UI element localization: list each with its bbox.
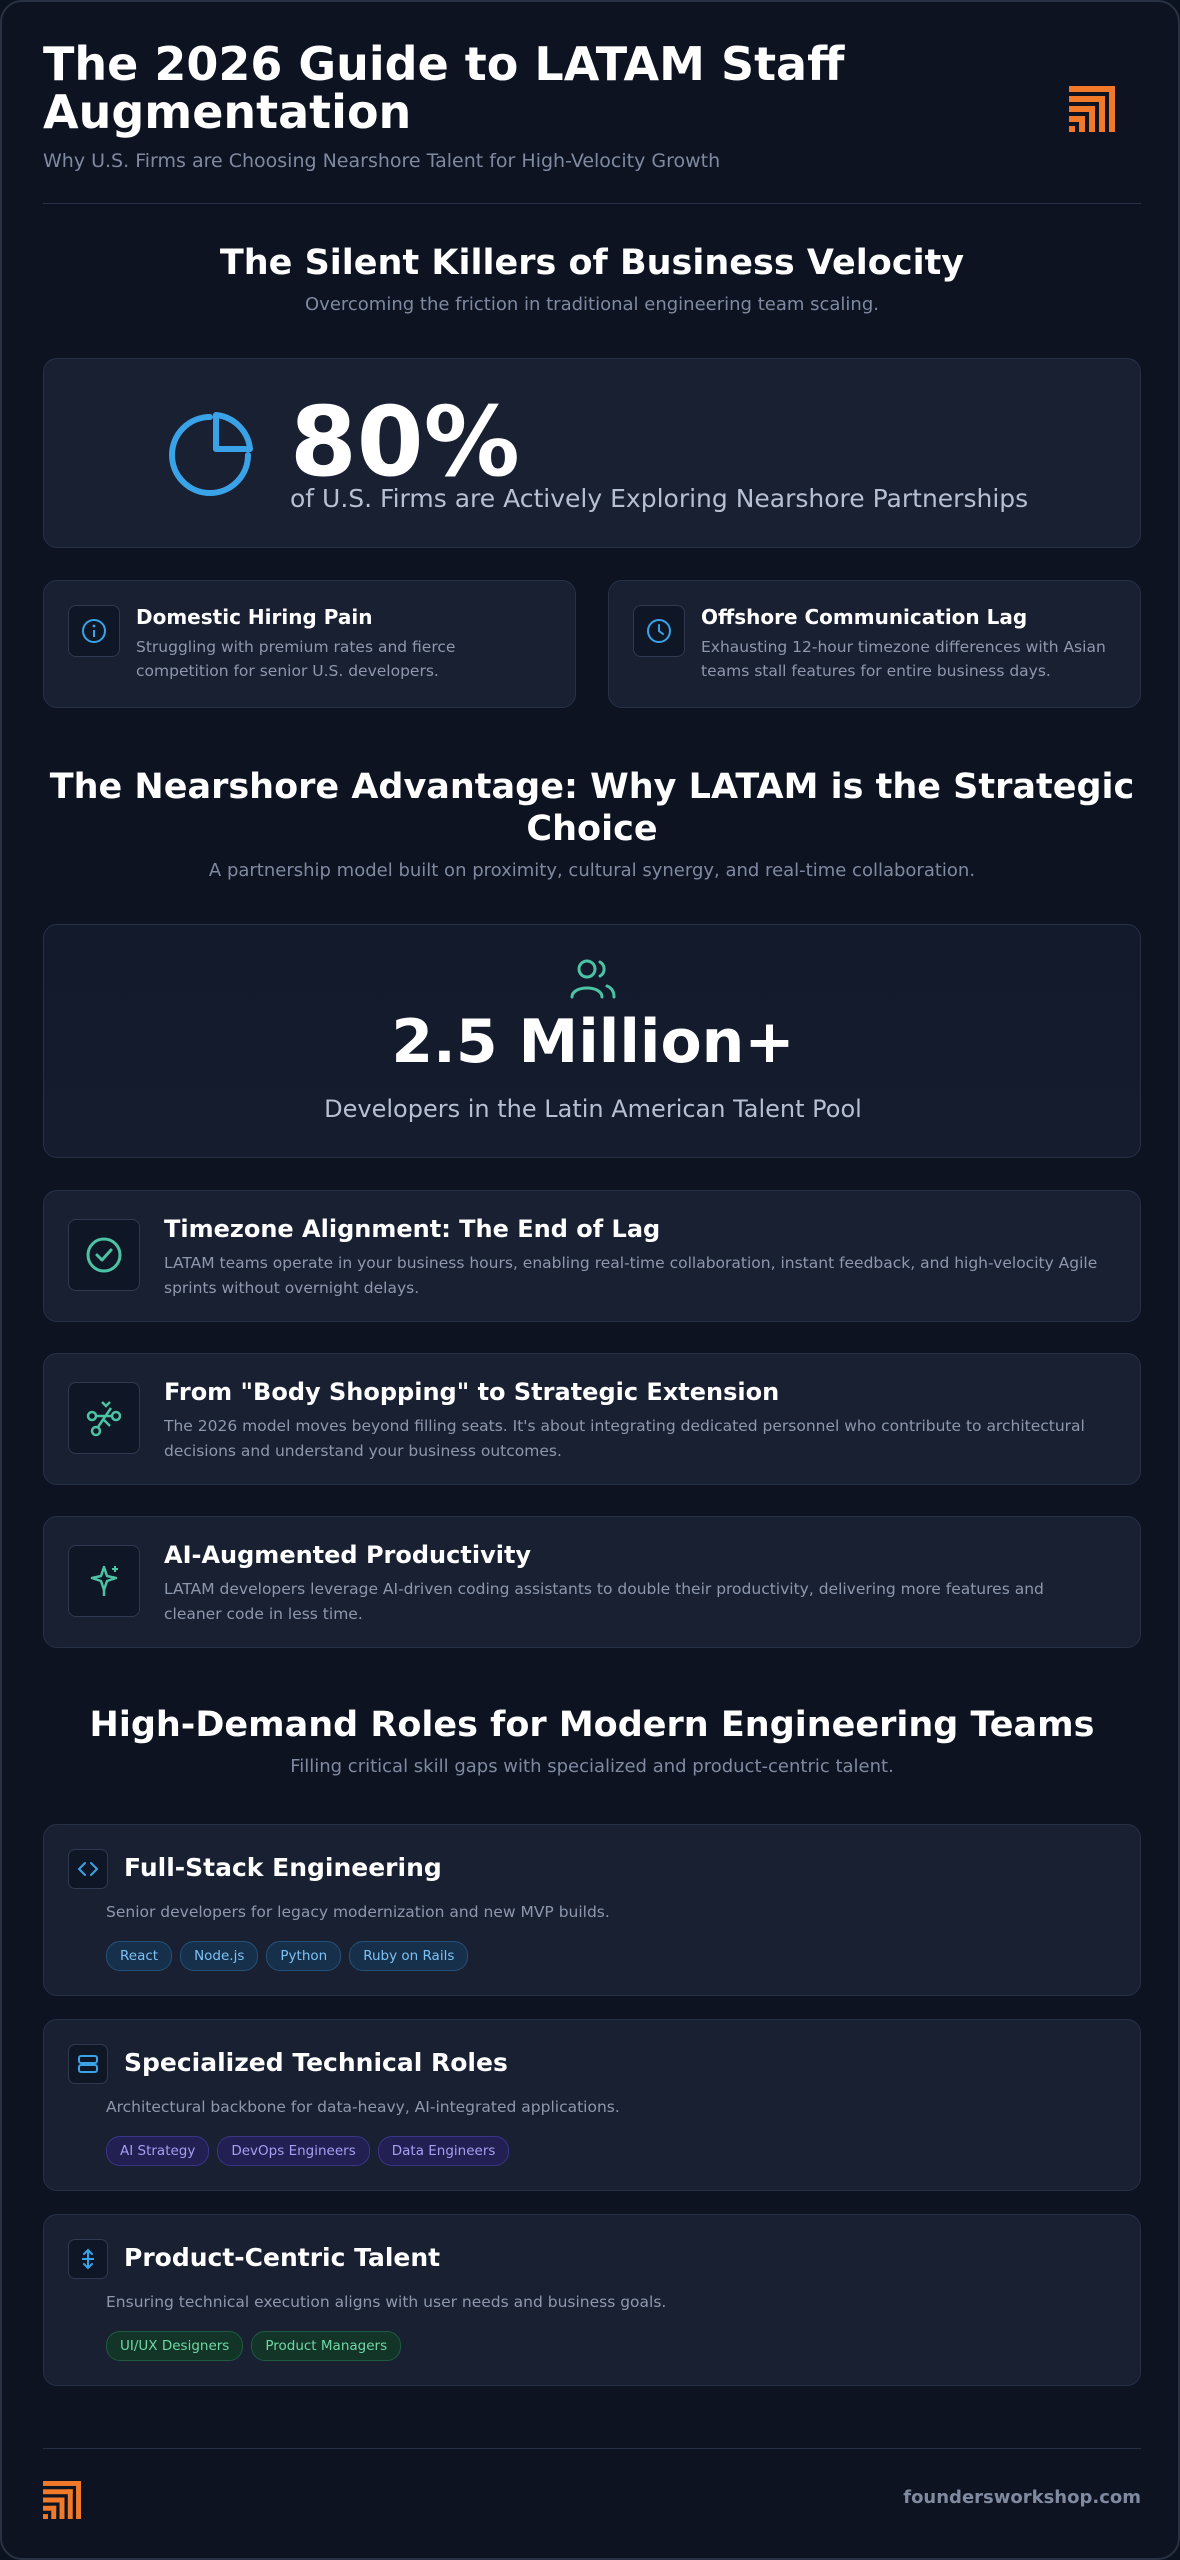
arrows-vertical-icon: [68, 2239, 108, 2279]
tag-list: [106, 1941, 468, 1971]
skill-tag: Python: [266, 1941, 341, 1971]
feature-card-strategic: [43, 1353, 1141, 1485]
pie-chart-icon: [166, 411, 254, 499]
check-circle-icon: [68, 1219, 140, 1291]
skill-tag: React: [106, 1941, 172, 1971]
section-nearshore-heading: [43, 766, 1141, 881]
page-title: The 2026 Guide to LATAM Staff Augmentation: [43, 37, 845, 139]
section-subtitle: A partnership model built on proximity, cultural synergy, and real-time collaboration.: [208, 860, 976, 881]
feature-card-ai: [43, 1516, 1141, 1648]
role-title: Product-Centric Talent: [124, 2243, 441, 2272]
stat-caption: Developers in the Latin American Talent Pool: [324, 1095, 862, 1123]
feature-card-timezone: [43, 1190, 1141, 1322]
feature-text: The 2026 model moves beyond filling seats. It's about integrating dedicated personnel who contribute to architectural decisions and understand your business outcomes.: [164, 1417, 1085, 1460]
section-silent-killers-heading: [43, 242, 1141, 315]
pain-card-domestic: [43, 580, 576, 708]
info-icon: [68, 605, 120, 657]
feature-text: LATAM developers leverage AI-driven coding assistants to double their productivity, delivering more features and cleaner code in less time.: [164, 1580, 1044, 1623]
pain-text: Exhausting 12-hour timezone differences with Asian teams stall features for entire business days.: [701, 638, 1106, 680]
role-card-specialized: [43, 2019, 1141, 2191]
role-text: Senior developers for legacy modernization and new MVP builds.: [106, 1903, 610, 1921]
skill-tag: Node.js: [180, 1941, 258, 1971]
footer-logo-icon: [43, 2481, 81, 2519]
stat-value: 2.5 Million+: [391, 1007, 795, 1077]
role-card-fullstack: [43, 1824, 1141, 1996]
pain-title: Domestic Hiring Pain: [136, 605, 373, 629]
pain-text: Struggling with premium rates and fierce competition for senior U.S. developers.: [136, 638, 456, 680]
role-title: Specialized Technical Roles: [124, 2048, 508, 2077]
section-title: High-Demand Roles for Modern Engineering Teams: [89, 1705, 1095, 1745]
pain-title: Offshore Communication Lag: [701, 605, 1028, 629]
pain-card-offshore: [608, 580, 1141, 708]
section-title: The Nearshore Advantage: Why LATAM is the Strategic Choice: [49, 767, 1135, 849]
section-subtitle: Filling critical skill gaps with specialized and product-centric talent.: [290, 1756, 894, 1777]
server-icon: [68, 2044, 108, 2084]
skill-tag: DevOps Engineers: [217, 2136, 369, 2166]
role-card-product: [43, 2214, 1141, 2386]
footer-url[interactable]: foundersworkshop.com: [903, 2487, 1141, 2508]
clock-icon: [633, 605, 685, 657]
page-subtitle: Why U.S. Firms are Choosing Nearshore Talent for High-Velocity Growth: [43, 150, 721, 172]
skill-tag: AI Strategy: [106, 2136, 209, 2166]
stat-card-talent-pool: [43, 924, 1141, 1158]
stat-value: 80%: [290, 386, 520, 498]
role-text: Ensuring technical execution aligns with user needs and business goals.: [106, 2293, 667, 2311]
stat-caption: of U.S. Firms are Actively Exploring Nearshore Partnerships: [290, 484, 1029, 513]
skill-tag: UI/UX Designers: [106, 2331, 243, 2361]
feature-title: From "Body Shopping" to Strategic Extension: [164, 1378, 780, 1406]
network-icon: [68, 1382, 140, 1454]
header: [43, 37, 1141, 204]
feature-title: Timezone Alignment: The End of Lag: [164, 1215, 661, 1243]
section-subtitle: Overcoming the friction in traditional engineering team scaling.: [305, 294, 879, 315]
feature-title: AI-Augmented Productivity: [164, 1541, 532, 1569]
brand-logo: [1069, 86, 1115, 136]
role-title: Full-Stack Engineering: [124, 1853, 442, 1882]
sparkle-icon: [68, 1545, 140, 1617]
section-title: The Silent Killers of Business Velocity: [219, 243, 965, 283]
footer: [43, 2448, 1141, 2538]
users-icon: [569, 957, 617, 1001]
role-text: Architectural backbone for data-heavy, AI-integrated applications.: [106, 2098, 620, 2116]
feature-text: LATAM teams operate in your business hours, enabling real-time collaboration, instant feedback, and high-velocity Agile sprints without overnight delays.: [164, 1254, 1098, 1297]
section-roles-heading: [43, 1704, 1141, 1777]
skill-tag: Product Managers: [251, 2331, 401, 2361]
tag-list: [106, 2136, 509, 2166]
tag-list: [106, 2331, 401, 2361]
skill-tag: Data Engineers: [378, 2136, 510, 2166]
code-icon: [68, 1849, 108, 1889]
stat-card-80: [43, 358, 1141, 548]
logo-mark-icon: [1069, 86, 1115, 132]
skill-tag: Ruby on Rails: [349, 1941, 468, 1971]
